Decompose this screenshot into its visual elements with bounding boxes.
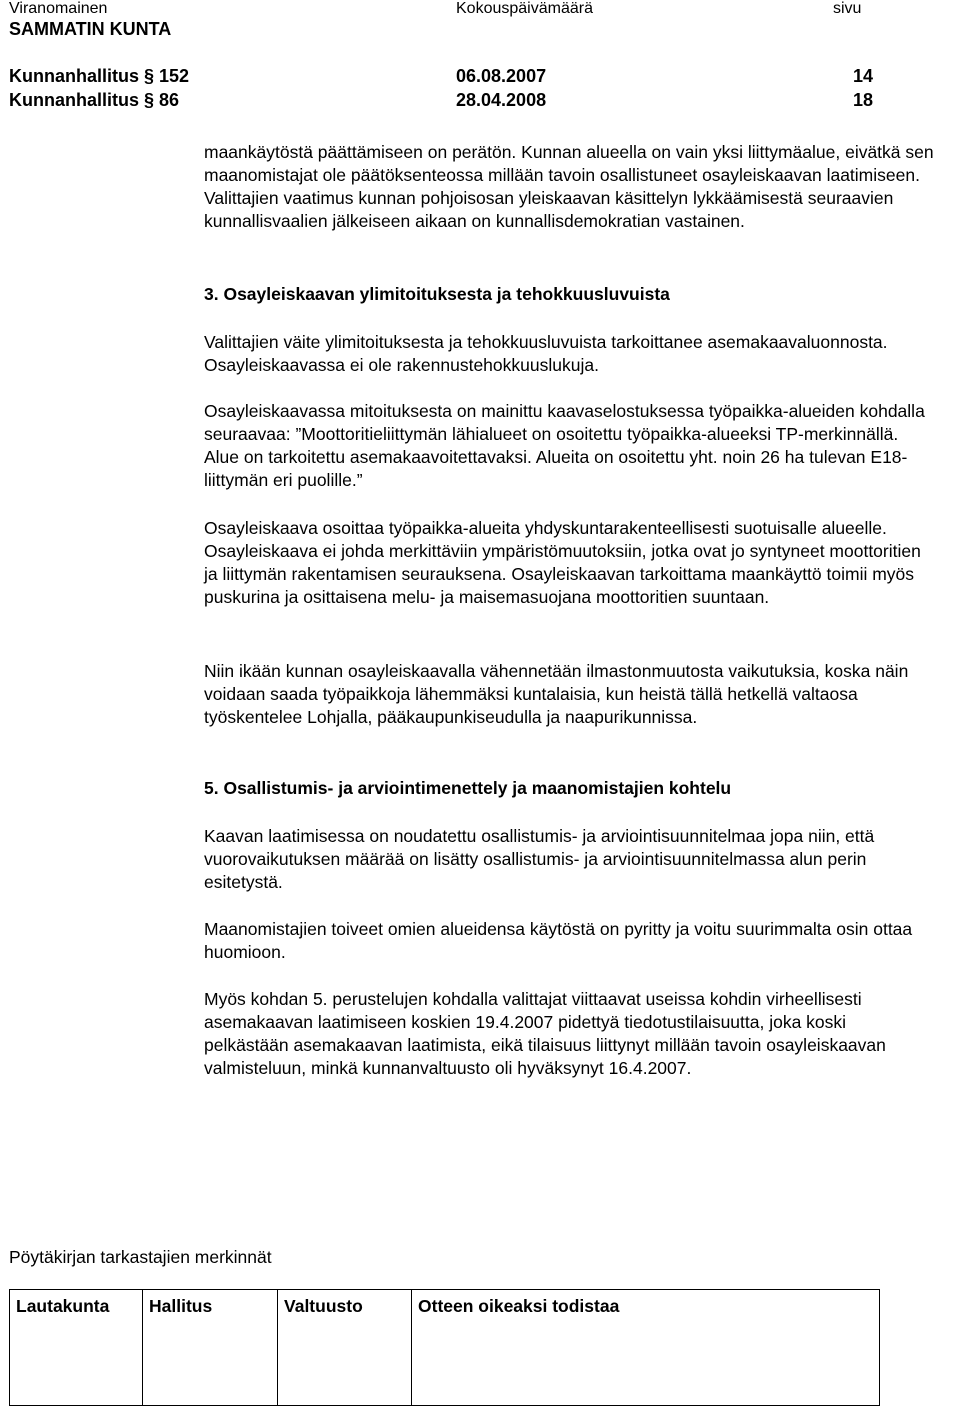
meeting-body-1: Kunnanhallitus § 152 xyxy=(9,66,190,86)
paragraph: Myös kohdan 5. perustelujen kohdalla valittajat viittaavat useissa kohdin virheellisesti asemakaavan laatimiseen koskien 19.4.2007 pidettyä tiedotustilaisuutta, joka koski pelkästään asemakaavan laatimista, eikä tilaisuus liittynyt millään tavoin osayleiskaavan valmisteluun, minkä kunnanvaltuusto oli hyväksynyt 16.4.2007. xyxy=(204,989,886,1078)
footer-column-lautakunta: Lautakunta xyxy=(10,1290,143,1406)
meeting-body-2: Kunnanhallitus § 86 xyxy=(9,90,180,110)
paragraph: Maanomistajien toiveet omien alueidensa käytöstä on pyritty ja voitu suurimmalta osin ottaa huomioon. xyxy=(204,919,913,962)
section-heading-3: 3. Osayleiskaavan ylimitoituksesta ja tehokkuusluvuista xyxy=(204,284,670,304)
section-heading-5: 5. Osallistumis- ja arviointimenettely ja maanomistajien kohtelu xyxy=(204,778,732,798)
paragraph: maankäytöstä päättämiseen on perätön. Kunnan alueella on vain yksi liittymäalue, eivätkä sen maanomistajat ole päätöksenteossa millään tavoin osallistuneet osayleiskaavan laatimiseen. xyxy=(204,142,934,185)
meeting-date-1: 06.08.2007 xyxy=(456,66,547,86)
paragraph: Osayleiskaavassa mitoituksesta on mainittu kaavaselostuksessa työpaikka-alueiden kohdalla seuraavaa: ”Moottoritieliittymän lähialueet on osoitettu työpaikka-alueeksi TP-merkinnällä. Alue on tarkoitettu asemakaavoitettavaksi. Alueita on osoitettu yht. noin 26 ha tulevan E18-liittymän eri puolille.” xyxy=(204,401,925,490)
organization-name: SAMMATIN KUNTA xyxy=(9,19,172,39)
footer-column-valtuusto: Valtuusto xyxy=(278,1290,412,1406)
page-number-2: 18 xyxy=(853,90,874,110)
footer-label: Pöytäkirjan tarkastajien merkinnät xyxy=(9,1247,272,1267)
footer-column-hallitus: Hallitus xyxy=(143,1290,278,1406)
footer-column-certification: Otteen oikeaksi todistaa xyxy=(412,1290,880,1406)
page-number-1: 14 xyxy=(853,66,874,86)
meeting-date-2: 28.04.2008 xyxy=(456,90,547,110)
page-label: sivu xyxy=(833,0,862,17)
paragraph: Osayleiskaava osoittaa työpaikka-alueita yhdyskuntarakenteellisesti suotuisalle alueelle. Osayleiskaava ei johda merkittäviin ympäristömuutoksiin, jotka ovat jo syntyneet moottoritien ja liittymän rakentamisen seurauksena. Osayleiskaavan tarkoittama maankäyttö toimii myös puskurina ja osittaisena melu- ja maisemasuojana moottoritien suuntaan. xyxy=(204,518,921,607)
paragraph: Kaavan laatimisessa on noudatettu osallistumis- ja arviointisuunnitelmaa jopa niin, että vuorovaikutuksen määrää on lisätty osallistumis- ja arviointisuunnitelmassa alun perin esitetystä. xyxy=(204,826,875,892)
paragraph: Niin ikään kunnan osayleiskaavalla vähennetään ilmastonmuutosta vaikutuksia, koska näin voidaan saada työpaikkoja lähemmäksi kuntalaisia, kun heistä tällä hetkellä valtaosa työskentelee Lohjalla, pääkaupunkiseudulla ja naapurikunnissa. xyxy=(204,661,909,727)
body-section-1 xyxy=(204,141,934,233)
paragraph: Valittajien vaatimus kunnan pohjoisosan yleiskaavan käsittelyn lykkäämisestä seuraavien kunnallisvaalien jälkeiseen aikaan on kunnallisdemokratian vastainen. xyxy=(204,188,894,231)
signature-table xyxy=(9,1289,880,1406)
authority-label: Viranomainen xyxy=(9,0,108,17)
paragraph: Valittajien väite ylimitoituksesta ja tehokkuusluvuista tarkoittanee asemakaavaluonnosta. Osayleiskaavassa ei ole rakennustehokkuuslukuja. xyxy=(204,332,888,375)
date-label: Kokouspäivämäärä xyxy=(456,0,593,17)
